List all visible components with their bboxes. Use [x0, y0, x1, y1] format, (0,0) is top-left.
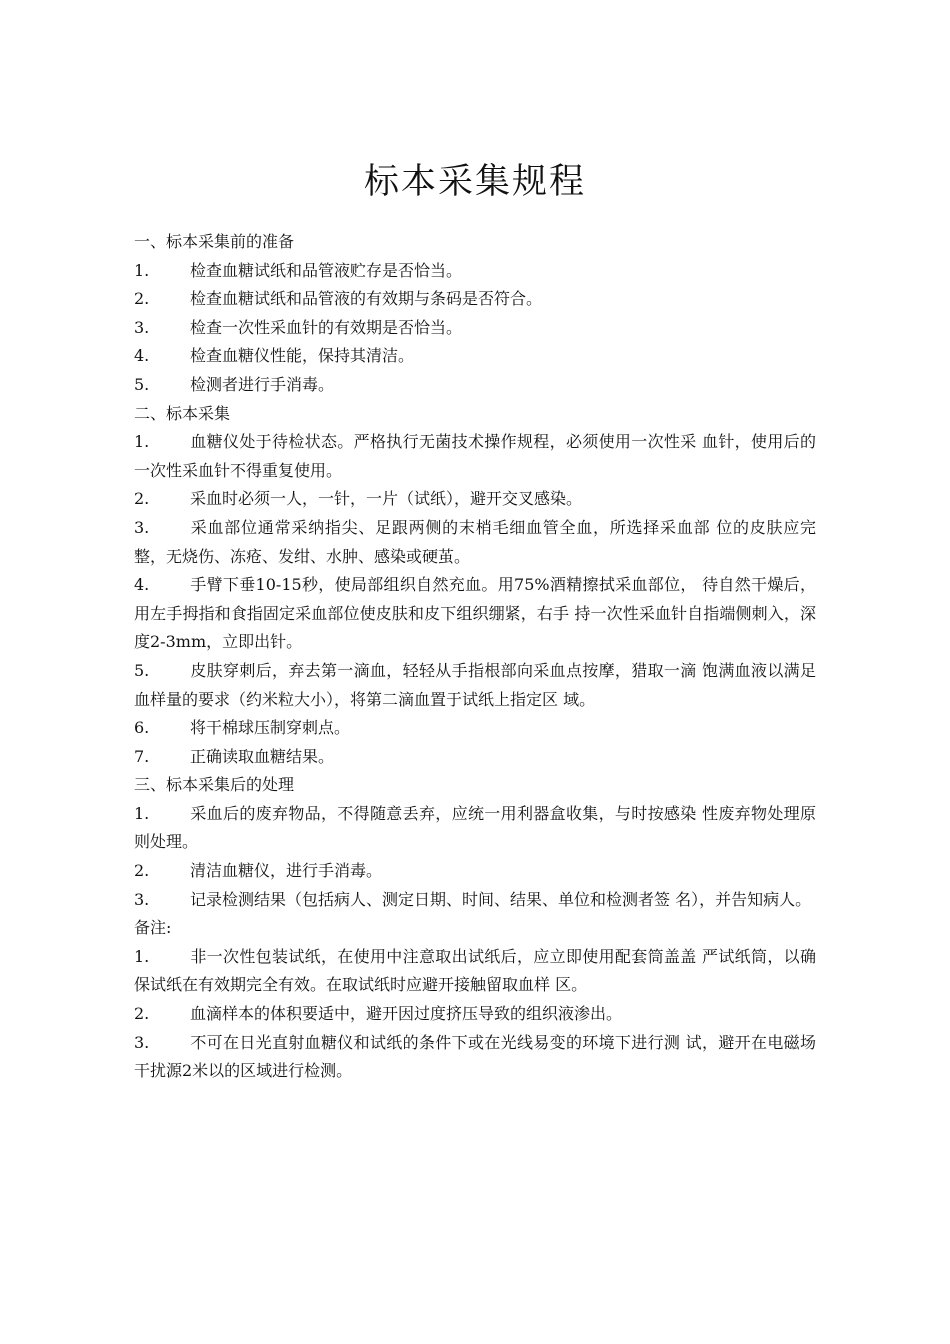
item-text: 清洁血糖仪，进行手消毒。: [190, 861, 383, 881]
item-text: 采血后的废弃物品，不得随意丢弃，应统一用利器盒收集，与时按感染 性废弃物处理原则处理。: [134, 803, 816, 852]
item-number: 3.: [134, 517, 150, 537]
list-item: [134, 571, 816, 657]
document-title: 标本采集规程: [363, 162, 586, 202]
list-item: [134, 428, 816, 485]
section-heading-3: 三、标本采集后的处理: [134, 775, 295, 795]
list-item: [134, 800, 816, 857]
list-item: [134, 314, 816, 343]
list-item: [134, 342, 816, 371]
item-text: 采血时必须一人，一针，一片（试纸），避开交叉感染。: [190, 489, 583, 509]
item-text: 手臂下垂10-15秒，使局部组织自然充血。用75%酒精擦拭采血部位， 待自然干燥后，用左手拇指和食指固定采血部位使皮肤和皮下组织绷紧，右手 持一次性采血针自指端侧刺入，深度2-3mm，立即出针。: [134, 575, 816, 652]
list-item: [134, 1029, 816, 1086]
list-item: [134, 514, 816, 571]
item-text: 非一次性包装试纸，在使用中注意取出试纸后，应立即使用配套筒盖盖 严试纸筒，以确保试纸在有效期完全有效。在取试纸时应避开接触留取血样 区。: [134, 946, 816, 995]
item-text: 皮肤穿刺后，弃去第一滴血，轻轻从手指根部向采血点按摩，猎取一滴 饱满血液以满足血样量的要求（约米粒大小），将第二滴血置于试纸上指定区 域。: [134, 660, 816, 709]
list-item: [134, 857, 816, 886]
item-number: 1.: [134, 260, 150, 280]
section-heading-1: 一、标本采集前的准备: [134, 232, 295, 251]
section-heading-2: 二、标本采集: [134, 403, 231, 423]
item-number: 2.: [134, 1004, 150, 1024]
list-item: [134, 1000, 816, 1029]
list-item: [134, 657, 816, 714]
item-text: 检查血糖仪性能，保持其清洁。: [190, 346, 415, 366]
item-number: 3.: [134, 1032, 150, 1052]
item-number: 6.: [134, 718, 150, 738]
list-item: [134, 485, 816, 514]
item-number: 3.: [134, 317, 150, 337]
item-number: 1.: [134, 803, 150, 823]
item-text: 记录检测结果（包括病人、测定日期、时间、结果、单位和检测者签 名），并告知病人。: [190, 889, 812, 909]
item-text: 采血部位通常采纳指尖、足跟两侧的末梢毛细血管全血，所选择采血部 位的皮肤应完整，无烧伤、冻疮、发绀、水肿、感染或硬茧。: [134, 517, 816, 566]
item-number: 5.: [134, 374, 150, 394]
item-text: 检查血糖试纸和品管液的有效期与条码是否符合。: [190, 289, 543, 309]
document-body: [134, 228, 816, 1086]
item-number: 1.: [134, 946, 150, 966]
list-item: [134, 743, 816, 772]
item-text: 检测者进行手消毒。: [190, 374, 335, 394]
item-text: 将干棉球压制穿刺点。: [190, 718, 351, 738]
item-number: 3.: [134, 889, 150, 909]
item-number: 5.: [134, 660, 150, 680]
item-text: 检查血糖试纸和品管液贮存是否恰当。: [190, 260, 463, 280]
item-number: 1.: [134, 432, 150, 452]
item-number: 2.: [134, 289, 150, 309]
list-item: [134, 943, 816, 1000]
item-number: 4.: [134, 575, 150, 595]
item-number: 4.: [134, 346, 150, 366]
list-item: [134, 257, 816, 286]
item-number: 2.: [134, 861, 150, 881]
item-text: 血糖仪处于待检状态。严格执行无菌技术操作规程，必须使用一次性采 血针，使用后的一次性采血针不得重复使用。: [134, 432, 816, 480]
item-number: 2.: [134, 489, 150, 509]
item-text: 血滴样本的体积要适中，避开因过度挤压导致的组织液渗出。: [190, 1004, 623, 1024]
list-item: [134, 285, 816, 314]
notes-heading: 备注:: [134, 918, 172, 938]
list-item: [134, 714, 816, 743]
list-item: [134, 371, 816, 400]
item-text: 不可在日光直射血糖仪和试纸的条件下或在光线易变的环境下进行测 试，避开在电磁场干扰源2米以的区域进行检测。: [134, 1032, 816, 1081]
item-text: 正确读取血糖结果。: [190, 746, 335, 766]
item-number: 7.: [134, 746, 150, 766]
item-text: 检查一次性采血针的有效期是否恰当。: [190, 317, 463, 337]
list-item: [134, 886, 816, 915]
